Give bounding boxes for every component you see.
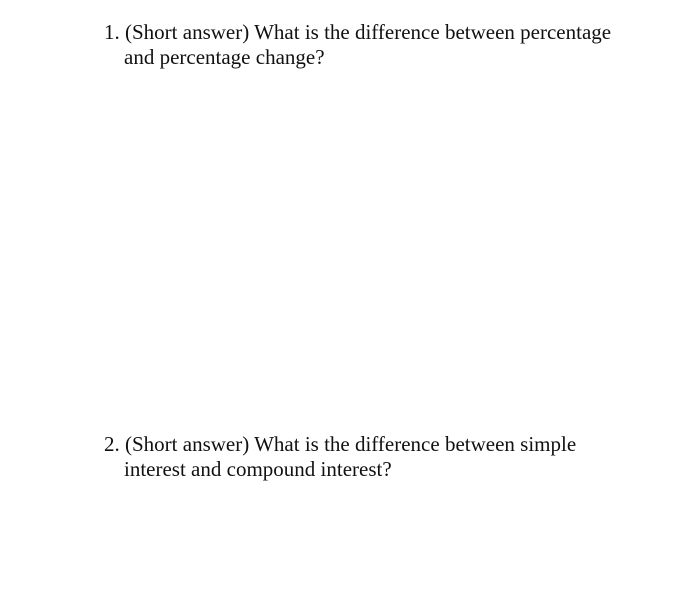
question-2-line-2: interest and compound interest? (124, 457, 392, 481)
question-1-line-1: 1. (Short answer) What is the difference between percentage (104, 20, 612, 44)
question-1 (104, 20, 664, 70)
question-2-line-1: 2. (Short answer) What is the difference between simple (104, 432, 577, 456)
question-2 (104, 432, 664, 482)
question-1-line-2: and percentage change? (124, 45, 325, 69)
